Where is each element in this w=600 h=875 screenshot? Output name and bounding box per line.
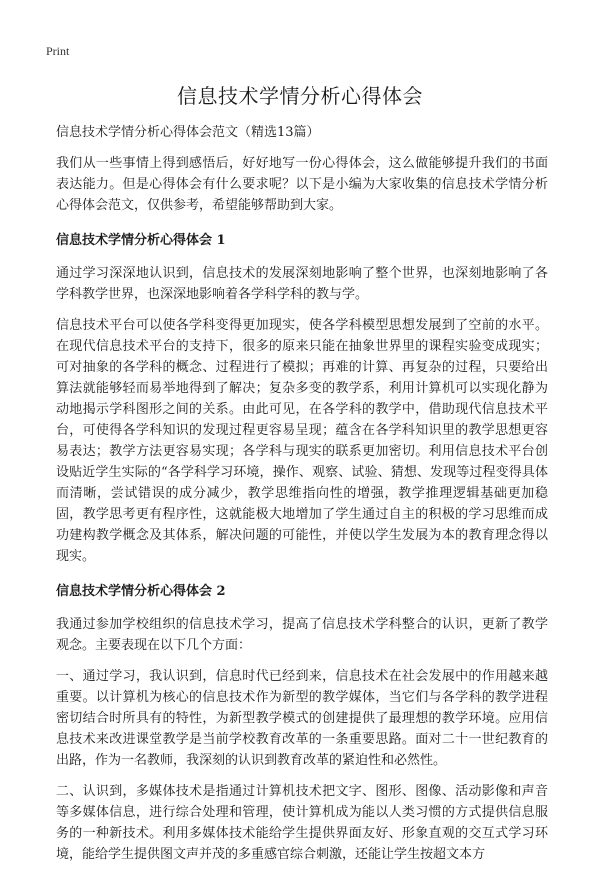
section-heading-2: 信息技术学情分析心得体会 2 (56, 584, 226, 599)
intro-paragraph: 我们从一些事情上得到感悟后，好好地写一份心得体会，这么做能够提升我们的书面表达能力。但是心得体会有什么要求呢？以下是小编为大家收集的信息技术学情分析心得体会范文，仅供参考，希望能够帮助到大家。 (56, 156, 548, 213)
section-heading-1: 信息技术学情分析心得体会 1 (56, 233, 226, 248)
document-subtitle: 信息技术学情分析心得体会范文（精选13篇） (56, 125, 320, 140)
print-link[interactable]: Print (46, 44, 70, 58)
section-1-paragraph-2: 信息技术平台可以使各学科变得更加现实，使各学科模型思想发展到了空前的水平。在现代信息技术平台的支持下，很多的原来只能在抽象世界里的课程实验变成现实；可对抽象的各学科的概念、过程进行了模拟；再难的计算、再复杂的过程，只要给出算法就能够轻而易举地得到了解决；复杂多变的教学系，利用计算机可以实现化静为动地揭示学科图形之间的关系。由此可见，在各学科的教学中，借助现代信息技术平台，可使得各学科知识的发现过程更容易呈现；蕴含在各学科知识里的教学思想更容易表达；教学方法更容易实现；各学科与现实的联系更加密切。利用信息技术平台创设贴近学生实际的“各学科学习环境，操作、观察、试验、猜想、发现等过程变得具体而清晰，尝试错误的成分减少，教学思维指向性的增强，教学推理逻辑基础更加稳固，教学思考更有程序性，这就能极大地增加了学生通过自主的积极的学习思维而成功建构教学概念及其体系，解决问题的可能性，并使以学生发展为本的教育理念得以现实。 (56, 318, 548, 564)
section-2-paragraph-1: 我通过参加学校组织的信息技术学习，提高了信息技术学科整合的认识，更新了教学观念。主要表现在以下几个方面： (56, 617, 548, 653)
section-2-paragraph-2: 一、通过学习，我认识到，信息时代已经到来，信息技术在社会发展中的作用越来越重要。以计算机为核心的信息技术作为新型的教学媒体，当它们与各学科的教学进程密切结合时所具有的特性，为新型教学模式的创建提供了最理想的教学环境。应用信息技术来改进课堂教学是当前学校教育改革的一条重要思路。面对二十一世纪教育的出路，作为一名教师，我深刻的认识到教育改革的紧迫性和必然性。 (56, 669, 548, 768)
section-1-paragraph-1: 通过学习深深地认识到，信息技术的发展深刻地影响了整个世界，也深刻地影响了各学科教学世界，也深深地影响着各学科学科的教与学。 (56, 266, 548, 302)
document-title: 信息技术学情分析心得体会 (177, 84, 423, 108)
document-body (56, 122, 548, 875)
section-2-paragraph-3: 二、认识到，多媒体技术是指通过计算机技术把文字、图形、图像、活动影像和声音等多媒体信息，进行综合处理和管理，使计算机成为能以人类习惯的方式提供信息服务的一种新技术。利用多媒体技术能给学生提供界面友好、形象直观的交互式学习环境，能给学生提供图文声并茂的多重感官综合刺激，还能让学生按超文本方 (56, 784, 548, 862)
